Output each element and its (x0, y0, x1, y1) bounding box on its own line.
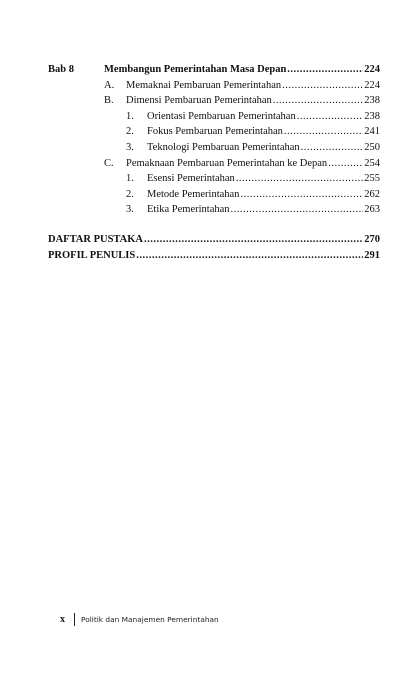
footer-divider (74, 613, 75, 626)
item-title: Teknologi Pembaruan Pemerintahan (147, 141, 300, 153)
item-number: 3. (126, 141, 134, 153)
dot-leader (231, 202, 364, 218)
section-page: 224 (364, 79, 380, 91)
section-title: Pemaknaan Pembaruan Pemerintahan ke Depan (126, 157, 328, 169)
back-matter-title: DAFTAR PUSTAKA (48, 233, 143, 245)
item-page: 250 (364, 141, 380, 153)
dot-leader (282, 78, 363, 94)
table-of-contents (48, 62, 380, 263)
item-page: 262 (364, 188, 380, 200)
dot-leader (287, 62, 363, 78)
toc-back-matter-row[interactable] (48, 248, 380, 264)
item-title: Metode Pemerintahan (147, 188, 240, 200)
section-page: 254 (364, 157, 380, 169)
item-page: 238 (364, 110, 380, 122)
dot-leader (240, 187, 363, 203)
spacer (48, 218, 380, 232)
item-title: Etika Pemerintahan (147, 204, 230, 216)
toc-section-row[interactable] (48, 78, 380, 94)
footer-book-title: Politik dan Manajemen Pemerintahan (81, 614, 219, 624)
item-page: 255 (364, 173, 380, 185)
back-matter-page: 270 (364, 233, 380, 245)
dot-leader (328, 156, 363, 172)
section-title: Memaknai Pembaruan Pemerintahan (126, 79, 282, 91)
toc-item-row[interactable] (48, 187, 380, 203)
chapter-page: 224 (364, 64, 380, 75)
section-page: 238 (364, 95, 380, 107)
dot-leader (236, 171, 363, 187)
item-number: 1. (126, 110, 134, 122)
item-title: Orientasi Pembaruan Pemerintahan (147, 110, 296, 122)
chapter-title: Membangun Pemerintahan Masa Depan (104, 64, 287, 75)
section-title: Dimensi Pembaruan Pemerintahan (126, 95, 272, 107)
item-number: 2. (126, 126, 134, 138)
dot-leader (297, 109, 364, 125)
item-page: 263 (364, 204, 380, 216)
item-number: 1. (126, 173, 134, 185)
item-title: Esensi Pemerintahan (147, 173, 235, 185)
toc-item-row[interactable] (48, 124, 380, 140)
chapter-label: Bab 8 (48, 64, 74, 75)
section-letter: C. (104, 157, 114, 169)
section-letter: A. (104, 79, 115, 91)
dot-leader (144, 232, 363, 248)
dot-leader (273, 93, 363, 109)
toc-chapter-row[interactable] (48, 62, 380, 78)
item-number: 3. (126, 204, 134, 216)
back-matter-page: 291 (364, 249, 380, 261)
page-footer (60, 612, 219, 626)
toc-item-row[interactable] (48, 202, 380, 218)
toc-section-row[interactable] (48, 156, 380, 172)
toc-section-row[interactable] (48, 93, 380, 109)
back-matter-title: PROFIL PENULIS (48, 249, 136, 261)
toc-item-row[interactable] (48, 171, 380, 187)
item-page: 241 (364, 126, 380, 138)
toc-item-row[interactable] (48, 109, 380, 125)
item-title: Fokus Pembaruan Pemerintahan (147, 126, 283, 138)
toc-back-matter-row[interactable] (48, 232, 380, 248)
dot-leader (301, 140, 364, 156)
dot-leader (136, 248, 363, 264)
toc-item-row[interactable] (48, 140, 380, 156)
footer-page-number: x (60, 613, 65, 625)
item-number: 2. (126, 188, 134, 200)
dot-leader (284, 124, 363, 140)
section-letter: B. (104, 95, 114, 107)
